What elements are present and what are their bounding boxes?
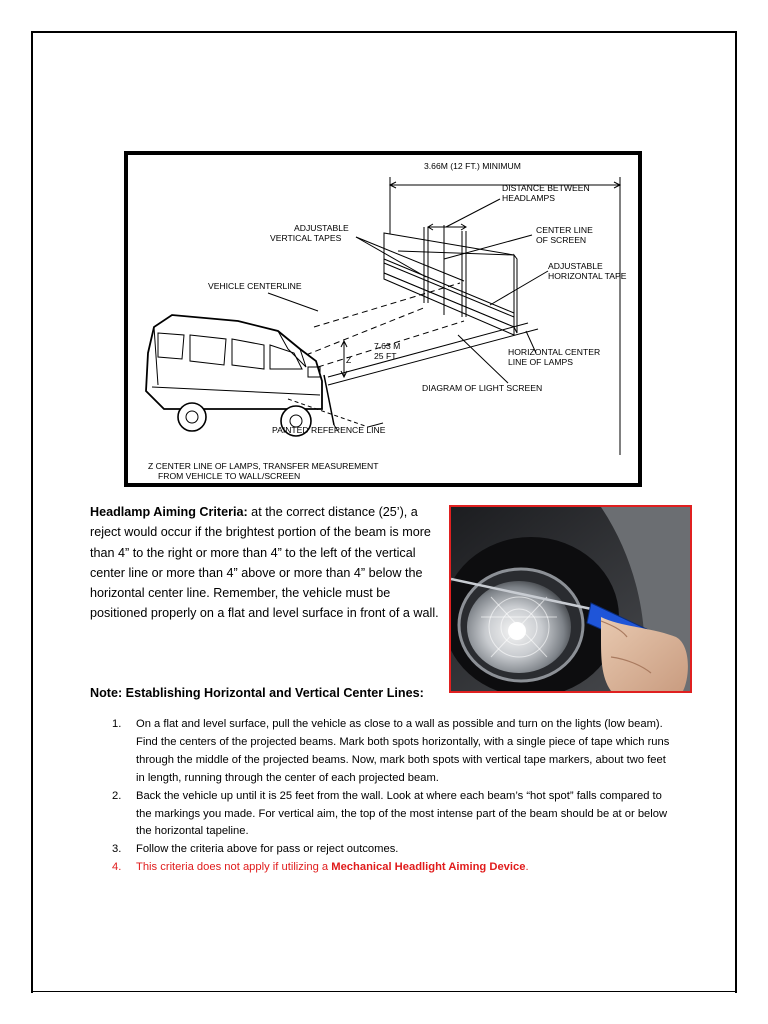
- criteria-text: at the correct distance (25’), a reject would occur if the brightest portion of the beam is more than 4” to the right or more than 4” to the left of the vertical center line or more than 4” above or more than 4” below the horizontal center line. Remember, the vehicle must be positioned properly on a flat and level surface in front of a wall.: [90, 505, 439, 621]
- label-adjustable-horizontal-1: ADJUSTABLE: [548, 261, 603, 271]
- label-distance-between-1: DISTANCE BETWEEN: [502, 183, 590, 193]
- step-number: 3.: [112, 843, 122, 856]
- step-text: This criteria does not apply if utilizing a: [136, 861, 332, 874]
- label-z-marker: Z: [346, 355, 352, 365]
- label-z-note-2: FROM VEHICLE TO WALL/SCREEN: [158, 471, 301, 481]
- label-adjustable-vertical-1: ADJUSTABLE: [294, 223, 349, 233]
- label-distance-m: 7.63 M: [374, 341, 401, 351]
- list-item: [112, 716, 672, 788]
- note-heading: Note: Establishing Horizontal and Vertical Center Lines:: [90, 686, 424, 700]
- page-border-bottom: [31, 991, 737, 992]
- criteria-heading: Headlamp Aiming Criteria:: [90, 505, 248, 519]
- label-adjustable-horizontal-2: HORIZONTAL TAPE: [548, 271, 627, 281]
- step-text: Back the vehicle up until it is 25 feet from the wall. Look at where each beam’s “hot spot” falls compared to the markings you made. For vertical aim, the top of the most intense part of the beam should be at or below the horizontal tapeline.: [136, 789, 668, 838]
- label-horizontal-center-2: LINE OF LAMPS: [508, 357, 573, 367]
- step-number: 1.: [112, 718, 122, 730]
- label-center-line-2: OF SCREEN: [536, 235, 587, 245]
- list-item: [112, 788, 672, 842]
- label-horizontal-center-1: HORIZONTAL CENTER: [508, 347, 601, 357]
- label-diagram-of-screen: DIAGRAM OF LIGHT SCREEN: [422, 383, 543, 393]
- page-border-left: [31, 31, 33, 993]
- step-text-end: .: [525, 861, 529, 874]
- diagram-drawing: [128, 155, 638, 483]
- label-vehicle-centerline: VEHICLE CENTERLINE: [208, 281, 302, 291]
- label-painted-reference: PAINTED REFERENCE LINE: [272, 425, 386, 435]
- step-text: Follow the criteria above for pass or reject outcomes.: [136, 843, 399, 856]
- label-adjustable-vertical-2: VERTICAL TAPES: [270, 233, 342, 243]
- label-distance-ft: 25 FT.: [374, 351, 398, 361]
- step-number: 2.: [112, 789, 122, 802]
- label-min-distance: 3.66M (12 FT.) MINIMUM: [424, 161, 521, 171]
- page-border-right: [735, 31, 737, 993]
- steps-list: [112, 716, 672, 877]
- step-number: 4.: [112, 861, 122, 874]
- headlamp-adjustment-photo: [449, 505, 692, 693]
- step-text: On a flat and level surface, pull the vehicle as close to a wall as possible and turn on the lights (low beam). Find the centers of the projected beams. Mark both spots horizontally, with a single piece of tape which runs through the middle of the projected beams. Now, mark both spots with vertical tape markers, about two feet in length, running through the center of each projected beam.: [136, 718, 670, 784]
- page-border-top: [31, 31, 737, 33]
- list-item: [112, 841, 672, 859]
- label-distance-between-2: HEADLAMPS: [502, 193, 556, 203]
- headlamp-aiming-diagram: [124, 151, 642, 487]
- label-center-line-1: CENTER LINE: [536, 225, 593, 235]
- criteria-paragraph: [90, 502, 442, 624]
- headlamp-photo-illustration: [451, 507, 690, 691]
- device-name: Mechanical Headlight Aiming Device: [331, 861, 526, 874]
- label-z-note-1: Z CENTER LINE OF LAMPS, TRANSFER MEASUREMENT: [148, 461, 379, 471]
- list-item: [112, 859, 672, 877]
